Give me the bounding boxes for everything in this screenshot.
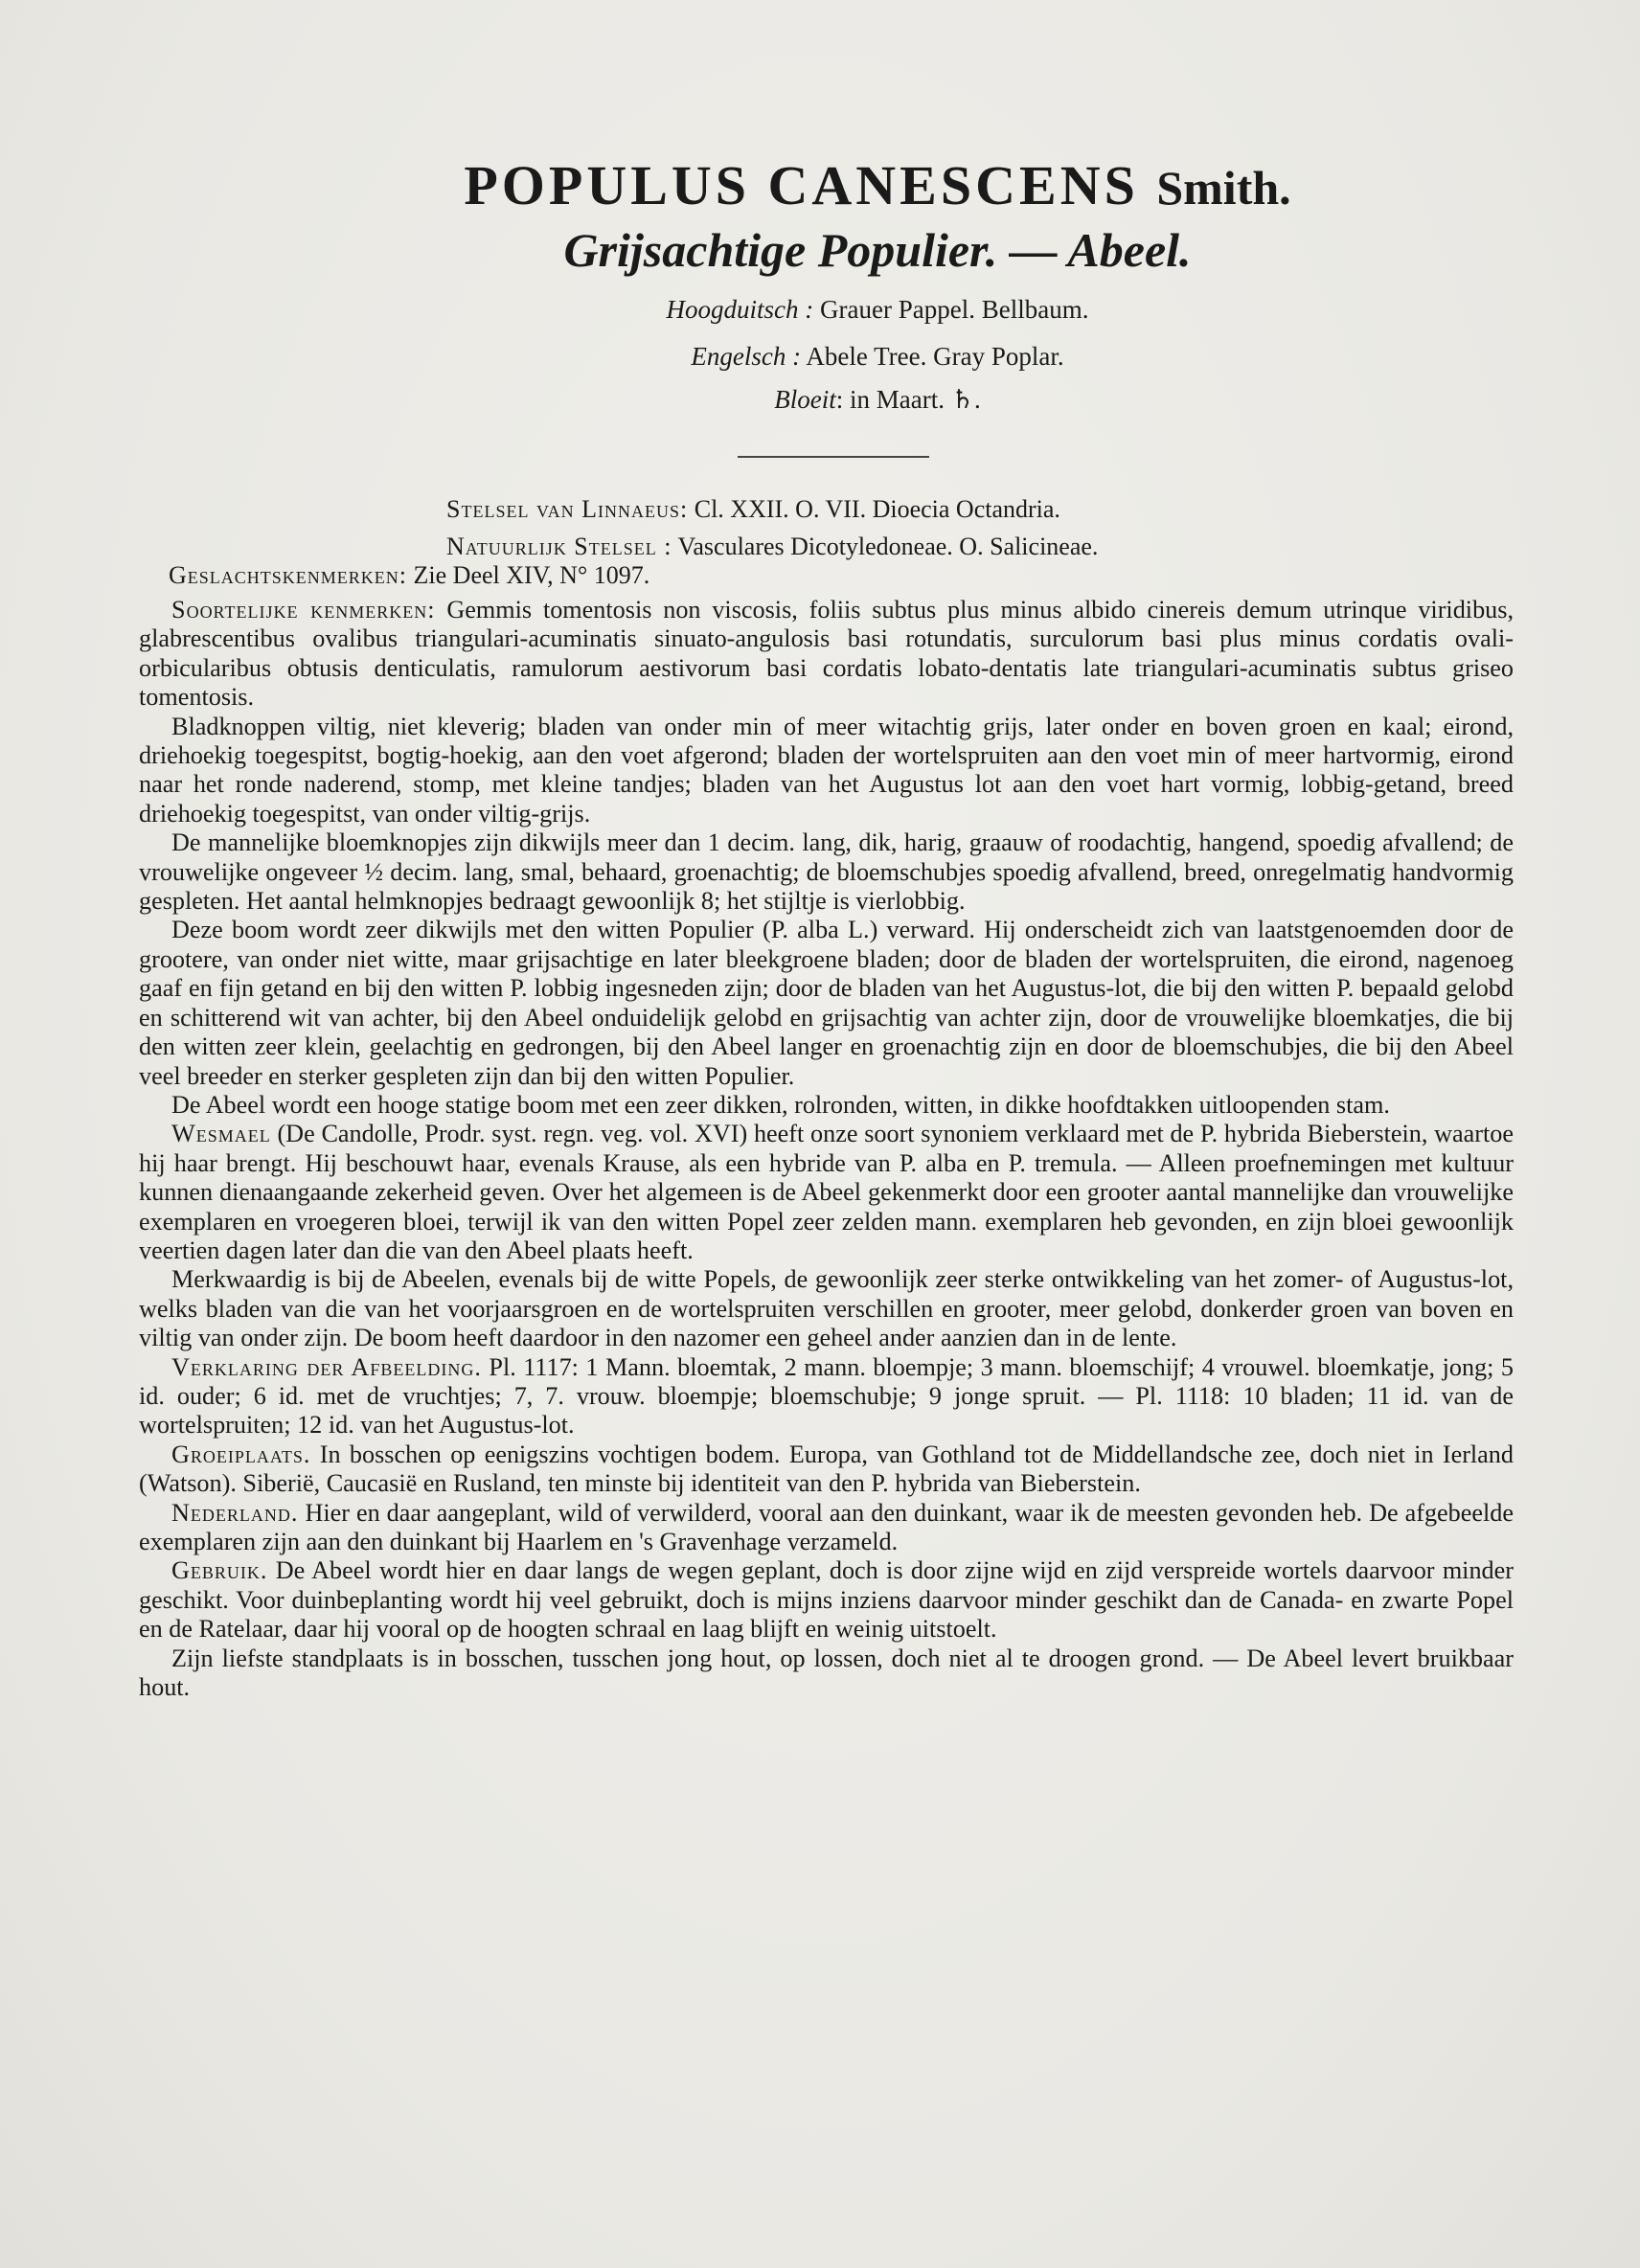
species-title	[57, 153, 1640, 217]
paragraph-text: Deze boom wordt zeer dikwijls met den witten Populier (P. alba L.) verward. Hij onderscheidt zich van laatstgenoemden door de grootere, van onder niet witte, maar grijsachtige en later bleekgroene bladen; door de bladen der wortelspruiten, die eirond, nagenoeg gaaf en fijn getand en bij den witten P. lobbig ingesneden zijn; door de bladen van het Augustus-lot, die bij den witten P. bepaald gelobd en schitterend wit van achter, bij den Abeel onduidelijk gelobd en grijsachtig van achter zijn, door de vrouwelijke bloemkatjes, die bij den witten zeer klein, geelachtig en gedrongen, bij den Abeel langer en groenachtig zijn en door de bloemschubjes, die bij den Abeel veel breeder en sterker gespleten zijn dan bij den witten Populier.	[139, 916, 1514, 1090]
paragraph-lead: Wesmael	[171, 1120, 271, 1148]
paragraph-text: Zijn liefste standplaats is in bosschen, tusschen jong hout, op lossen, doch niet al te droogen grond. — De Abeel levert bruikbaar hout.	[139, 1644, 1514, 1702]
vernacular-value: Abele Tree. Gray Poplar.	[806, 342, 1064, 371]
vernacular-label: Bloeit	[774, 385, 836, 414]
divider	[738, 456, 929, 458]
linnaeus-value: Cl. XXII. O. VII. Dioecia Octandria.	[694, 495, 1060, 523]
paragraph-location	[139, 1644, 1514, 1703]
species-author: Smith.	[1156, 161, 1291, 215]
species-name: POPULUS CANESCENS	[464, 154, 1139, 216]
paragraph-text: De Abeel wordt hier en daar langs de wegen geplant, doch is door zijne wijd en zijd verspreide wortels daarvoor minder geschikt. Voor duinbeplanting wordt hij veel gebruikt, doch is mijns inziens daarvoor minder geschikt dan de Canada- en zwarte Popel en de Ratelaar, daar hij vooral op de hoogten schraal en laag blijft en weinig uitstoelt.	[139, 1556, 1514, 1644]
paragraph-text: Pl. 1117: 1 Mann. bloemtak, 2 mann. bloempje; 3 mann. bloemschijf; 4 vrouwel. bloemkatje, jong; 5 id. ouder; 6 id. met de vruchtjes; 7, 7. vrouw. bloempje; bloemschubje; 9 jonge spruit. — Pl. 1118: 10 bladen; 11 id. van de wortelspruiten; 12 id. van het Augustus-lot.	[139, 1352, 1514, 1440]
linnaeus-label: Stelsel van Linnaeus:	[446, 495, 689, 523]
dutch-name: Grijsachtige Populier. — Abeel.	[563, 223, 1192, 277]
paragraph-lead: Soortelijke kenmerken:	[171, 596, 436, 624]
natural-label: Natuurlijk Stelsel :	[446, 533, 672, 560]
natural-system	[446, 533, 1098, 561]
description-body	[139, 596, 1514, 1702]
paragraph-lead: Verklaring der Afbeelding.	[171, 1352, 482, 1381]
paragraph-catkins	[139, 828, 1514, 916]
paragraph-text: (De Candolle, Prodr. syst. regn. veg. vol. XVI) heeft onze soort synoniem verklaard met de P. hybrida Bieberstein, waartoe hij haar brengt. Hij beschouwt haar, evenals Krause, als een hybride van P. alba en P. tremula. — Alleen proefnemingen met kultuur kunnen dienaangaande zekerheid geven. Over het algemeen is de Abeel gekenmerkt door een grooter aantal mannelijke dan vrouwelijke exemplaren en vroegeren bloei, terwijl ik van den witten Popel zeer zelden mann. exemplaren heb gevonden, en zijn bloei gewoonlijk veertien dagen later dan die van den Abeel plaats heeft.	[139, 1120, 1514, 1264]
flowering-time	[57, 385, 1640, 415]
vernacular-german	[57, 295, 1640, 325]
vernacular-label: Engelsch :	[691, 342, 802, 371]
vernacular-english	[57, 342, 1640, 372]
linnaeus-system	[446, 495, 1060, 524]
paragraph-species-characters	[139, 596, 1514, 713]
paragraph-text: De mannelijke bloemknopjes zijn dikwijls meer dan 1 decim. lang, dik, harig, graauw of roodachtig, hangend, spoedig afvallend; de vrouwelijke ongeveer ½ decim. lang, smal, behaard, groenachtig; de bloemschubjes spoedig afvallend, breed, onregelmatig handvormig gespleten. Het aantal helmknopjes bedraagt gewoonlijk 8; het stijltje is vierlobbig.	[139, 828, 1514, 916]
paragraph-lead: Groeiplaats.	[171, 1440, 311, 1468]
vernacular-label: Hoogduitsch :	[666, 295, 814, 324]
paragraph-text: In bosschen op eenigszins vochtigen bodem. Europa, van Gothland tot de Middellandsche zee, doch niet in Ierland (Watson). Siberië, Caucasië en Rusland, ten minste bij identiteit van den P. hybrida van Bieberstein.	[139, 1440, 1514, 1498]
paragraph-netherlands	[139, 1499, 1514, 1557]
paragraph-plate-explanation	[139, 1353, 1514, 1440]
genus-label: Geslachtskenmerken:	[169, 561, 408, 589]
paragraph-habitat	[139, 1440, 1514, 1499]
paragraph-lead: Gebruik.	[171, 1556, 268, 1585]
natural-value: Vasculares Dicotyledoneae. O. Salicineae.	[677, 533, 1099, 560]
paragraph-habit	[139, 1091, 1514, 1120]
vernacular-value: : in Maart. ♄.	[835, 385, 981, 414]
paragraph-text: Merkwaardig is bij de Abeelen, evenals bij de witte Popels, de gewoonlijk zeer sterke ontwikkeling van het zomer- of Augustus-lot, welks bladen van die van het voorjaarsgroen en de wortelspruiten verschillen en grooter, meer gelobd, donkerder groen van boven en viltig van onder zijn. De boom heeft daardoor in den nazomer een geheel ander aanzien dan in de lente.	[139, 1265, 1514, 1352]
paragraph-text: De Abeel wordt een hooge statige boom met een zeer dikken, rolronden, witten, in dikke hoofdtakken uitloopenden stam.	[171, 1090, 1390, 1119]
paragraph-text: Bladknoppen viltig, niet kleverig; bladen van onder min of meer witachtig grijs, later onder en boven groen en kaal; eirond, driehoekig toegespitst, bogtig-hoekig, aan den voet afgerond; bladen der wortelspruiten aan den voet min of meer hartvormig, eirond naar het ronde naderend, stomp, met kleine tandjes; bladen van het Augustus lot aan den voet hart vormig, lobbig-getand, breed driehoekig toegespitst, van onder viltig-grijs.	[139, 712, 1514, 828]
paragraph-summer-growth	[139, 1265, 1514, 1352]
paragraph-synonymy	[139, 1120, 1514, 1265]
paragraph-use	[139, 1556, 1514, 1644]
paragraph-buds	[139, 713, 1514, 829]
paragraph-lead: Nederland.	[171, 1498, 299, 1527]
paragraph-text: Hier en daar aangeplant, wild of verwilderd, vooral aan den duinkant, waar ik de meesten gevonden heb. De afgebeelde exemplaren zijn aan den duinkant bij Haarlem en 's Gravenhage verzameld.	[139, 1498, 1514, 1555]
paragraph-text: Gemmis tomentosis non viscosis, foliis subtus plus minus albido cinereis demum utrinque viridibus, glabrescentibus ovalibus triangulari-acuminatis sinuato-angulosis basi rotundatis, surculorum basi plus minus cordatis ovali-orbicularibus obtusis denticulatis, ramulorum aestivorum basi cordatis lobato-dentatis late triangulari-acuminatis subtus griseo tomentosis.	[139, 596, 1514, 712]
paragraph-comparison	[139, 916, 1514, 1090]
genus-characters	[169, 561, 649, 590]
vernacular-value: Grauer Pappel. Bellbaum.	[820, 295, 1089, 324]
genus-value: Zie Deel XIV, N° 1097.	[413, 561, 650, 589]
